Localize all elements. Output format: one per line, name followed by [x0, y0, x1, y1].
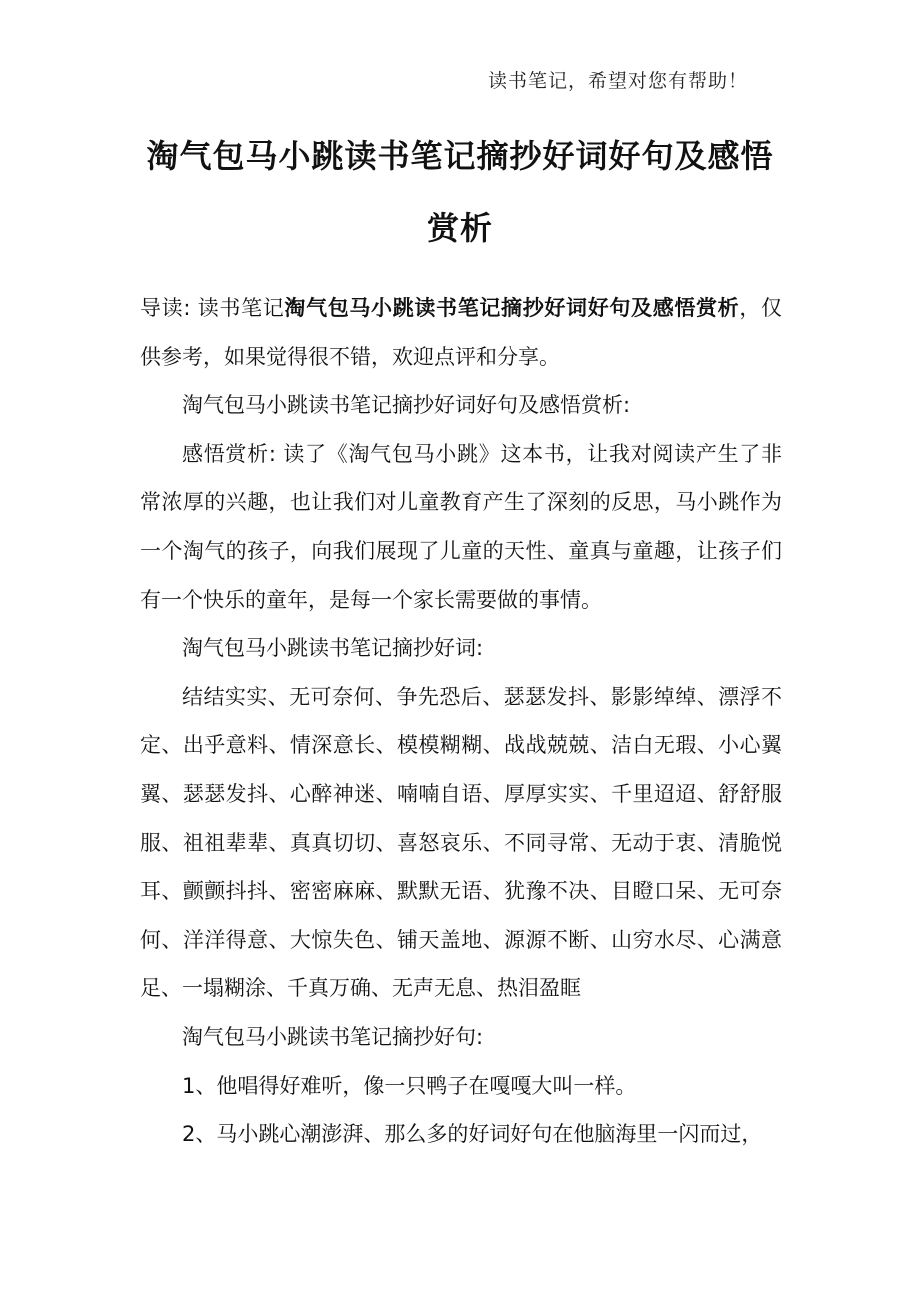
- intro-prefix: 导读: 读书笔记: [140, 296, 285, 320]
- document-body: [140, 284, 782, 1159]
- intro-suffix: ，仅供参考，如果觉得很不错，欢迎点评和分享。: [140, 296, 783, 369]
- header-note: 读书笔记，希望对您有帮助！: [487, 70, 748, 92]
- section-heading-sentences: 淘气包马小跳读书笔记摘抄好句:: [182, 1024, 484, 1049]
- intro-bold-title: 淘气包马小跳读书笔记摘抄好词好句及感悟赏析: [284, 296, 740, 320]
- section-heading-words: 淘气包马小跳读书笔记摘抄好词:: [182, 636, 484, 661]
- good-words-list: 结结实实、无可奈何、争先恐后、瑟瑟发抖、影影绰绰、漂浮不定、出乎意料、情深意长、模模糊糊、战战兢兢、洁白无瑕、小心翼翼、瑟瑟发抖、心醉神迷、喃喃自语、厚厚实实、千里迢迢、舒舒服服、祖祖辈辈、真真切切、喜怒哀乐、不同寻常、无动于衷、清脆悦耳、颤颤抖抖、密密麻麻、默默无语、犹豫不决、目瞪口呆、无可奈何、洋洋得意、大惊失色、铺天盖地、源源不断、山穷水尽、心满意足、一塌糊涂、千真万确、无声无息、热泪盈眶: [140, 684, 782, 1001]
- section-heading-overview: 淘气包马小跳读书笔记摘抄好词好句及感悟赏析:: [182, 393, 631, 418]
- sentence-item: 2、马小跳心潮澎湃、那么多的好词好句在他脑海里一闪而过，: [182, 1122, 763, 1147]
- sentence-item: 1、他唱得好难听，像一只鸭子在嘎嘎大叫一样。: [182, 1073, 637, 1098]
- intro-paragraph: [140, 284, 782, 381]
- reflection-paragraph: 感悟赏析: 读了《淘气包马小跳》这本书，让我对阅读产生了非常浓厚的兴趣，也让我们对儿童教育产生了深刻的反思，马小跳作为一个淘气的孩子，向我们展现了儿童的天性、童真与童趣，让孩子们有一个快乐的童年，是每一个家长需要做的事情。: [140, 441, 782, 612]
- document-title: 淘气包马小跳读书笔记摘抄好词好句及感悟赏析: [146, 137, 774, 247]
